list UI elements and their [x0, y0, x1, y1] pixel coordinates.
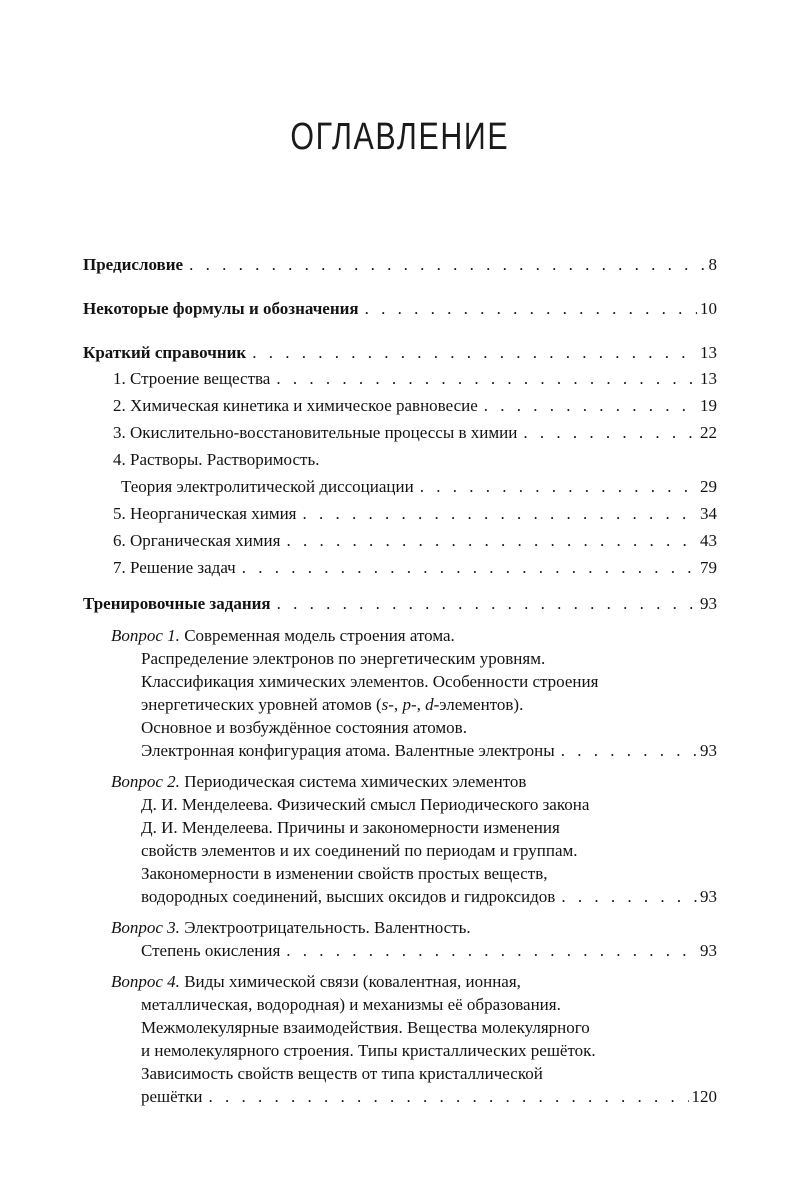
toc-entry — [83, 862, 717, 885]
page-number: 120 — [691, 1087, 717, 1106]
toc-entry-label: Краткий справочник — [83, 343, 247, 362]
toc-entry-label: Степень окисления — [141, 941, 281, 960]
toc-entry-label: 4. Растворы. Растворимость. — [113, 450, 320, 469]
page-number: 29 — [700, 477, 717, 496]
toc-entry — [83, 473, 717, 500]
toc-entry-label: Распределение электронов по энергетическим уровням. — [141, 649, 546, 668]
toc-entry — [83, 296, 717, 321]
toc-entry-label: Вопрос 2. Периодическая система химических элементов — [111, 772, 527, 791]
page-number: 19 — [700, 396, 717, 415]
page-number: 10 — [700, 299, 717, 318]
toc-entry-label: водородных соединений, высших оксидов и гидроксидов — [141, 887, 556, 906]
dot-leader — [286, 527, 697, 554]
toc-entry-label: Вопрос 1. Современная модель строения атома. — [111, 626, 455, 645]
toc-entry — [83, 1039, 717, 1062]
dot-leader — [277, 591, 697, 616]
toc-entry — [83, 446, 717, 473]
toc-entry — [83, 885, 717, 908]
toc-entry-label: 7. Решение задач — [113, 558, 236, 577]
page-number: 79 — [700, 558, 717, 577]
toc-entry-label: 6. Органическая химия — [113, 531, 281, 550]
toc-entry — [83, 252, 717, 277]
toc-entry — [83, 340, 717, 365]
toc-entry — [83, 770, 717, 793]
toc-entry-label: энергетических уровней атомов (s-, p-, d-элементов). — [141, 695, 524, 714]
toc-entry-label: Теория электролитической диссоциации — [121, 477, 414, 496]
dot-leader — [484, 392, 697, 419]
page-number: 93 — [700, 941, 717, 960]
toc-entry — [83, 816, 717, 839]
toc-entry-label: металлическая, водородная) и механизмы её образования. — [141, 995, 561, 1014]
toc-entry — [83, 916, 717, 939]
page-number: 22 — [700, 423, 717, 442]
toc-entry — [83, 739, 717, 762]
toc-entry-label: Межмолекулярные взаимодействия. Вещества молекулярного — [141, 1018, 590, 1037]
toc-entry — [83, 419, 717, 446]
toc-entry — [83, 993, 717, 1016]
dot-leader — [242, 554, 697, 581]
toc-entry-label: Закономерности в изменении свойств простых веществ, — [141, 864, 548, 883]
dot-leader — [420, 473, 697, 500]
toc-entry-label: Предисловие — [83, 255, 184, 274]
toc-entry — [83, 591, 717, 616]
dot-leader — [561, 739, 697, 762]
toc-entry — [83, 500, 717, 527]
toc-entry-label: Некоторые формулы и обозначения — [83, 299, 359, 318]
dot-leader — [208, 1085, 688, 1108]
page-title — [0, 116, 800, 159]
page-number: 93 — [700, 887, 717, 906]
dot-leader — [561, 885, 697, 908]
page-number: 8 — [708, 255, 717, 274]
page-number: 93 — [700, 594, 717, 613]
dot-leader — [286, 939, 697, 962]
dot-leader — [523, 419, 697, 446]
page-number: 34 — [700, 504, 717, 523]
toc-entry-label: Электронная конфигурация атома. Валентные электроны — [141, 741, 555, 760]
page-number: 13 — [700, 343, 717, 362]
page-number: 93 — [700, 741, 717, 760]
dot-leader — [252, 340, 697, 365]
toc-entry-label: Тренировочные задания — [83, 594, 271, 613]
toc-entry — [83, 392, 717, 419]
page-number: 13 — [700, 369, 717, 388]
toc-entry — [83, 693, 717, 716]
table-of-contents — [83, 252, 717, 1108]
toc-entry-label: 3. Окислительно-восстановительные процессы в химии — [113, 423, 518, 442]
dot-leader — [189, 252, 705, 277]
toc-entry — [83, 839, 717, 862]
toc-entry — [83, 647, 717, 670]
toc-entry — [83, 716, 717, 739]
toc-entry-label: Д. И. Менделеева. Физический смысл Периодического закона — [141, 795, 590, 814]
toc-entry-label: Зависимость свойств веществ от типа кристаллической — [141, 1064, 543, 1083]
toc-entry-label: 1. Строение вещества — [113, 369, 271, 388]
page-number: 43 — [700, 531, 717, 550]
dot-leader — [365, 296, 697, 321]
page-title-text: ОГЛАВЛЕНИЕ — [290, 116, 510, 158]
toc-entry-label: Вопрос 3. Электроотрицательность. Валентность. — [111, 918, 471, 937]
toc-entry — [83, 365, 717, 392]
toc-entry-label: Классификация химических элементов. Особенности строения — [141, 672, 599, 691]
toc-entry — [83, 624, 717, 647]
dot-leader — [303, 500, 698, 527]
dot-leader — [276, 365, 697, 392]
toc-entry-label: Основное и возбуждённое состояния атомов. — [141, 718, 467, 737]
toc-entry-label: Вопрос 4. Виды химической связи (ковалентная, ионная, — [111, 972, 521, 991]
toc-entry — [83, 527, 717, 554]
toc-entry-label: свойств элементов и их соединений по периодам и группам. — [141, 841, 578, 860]
toc-entry-label: и немолекулярного строения. Типы кристаллических решёток. — [141, 1041, 596, 1060]
toc-entry — [83, 670, 717, 693]
toc-entry — [83, 793, 717, 816]
toc-entry — [83, 554, 717, 581]
toc-entry — [83, 939, 717, 962]
toc-entry-label: решётки — [141, 1087, 203, 1106]
toc-entry — [83, 1062, 717, 1085]
toc-entry — [83, 1085, 717, 1108]
toc-entry — [83, 1016, 717, 1039]
toc-entry-label: Д. И. Менделеева. Причины и закономерности изменения — [141, 818, 560, 837]
toc-entry — [83, 970, 717, 993]
toc-entry-label: 5. Неорганическая химия — [113, 504, 297, 523]
toc-entry-label: 2. Химическая кинетика и химическое равновесие — [113, 396, 478, 415]
